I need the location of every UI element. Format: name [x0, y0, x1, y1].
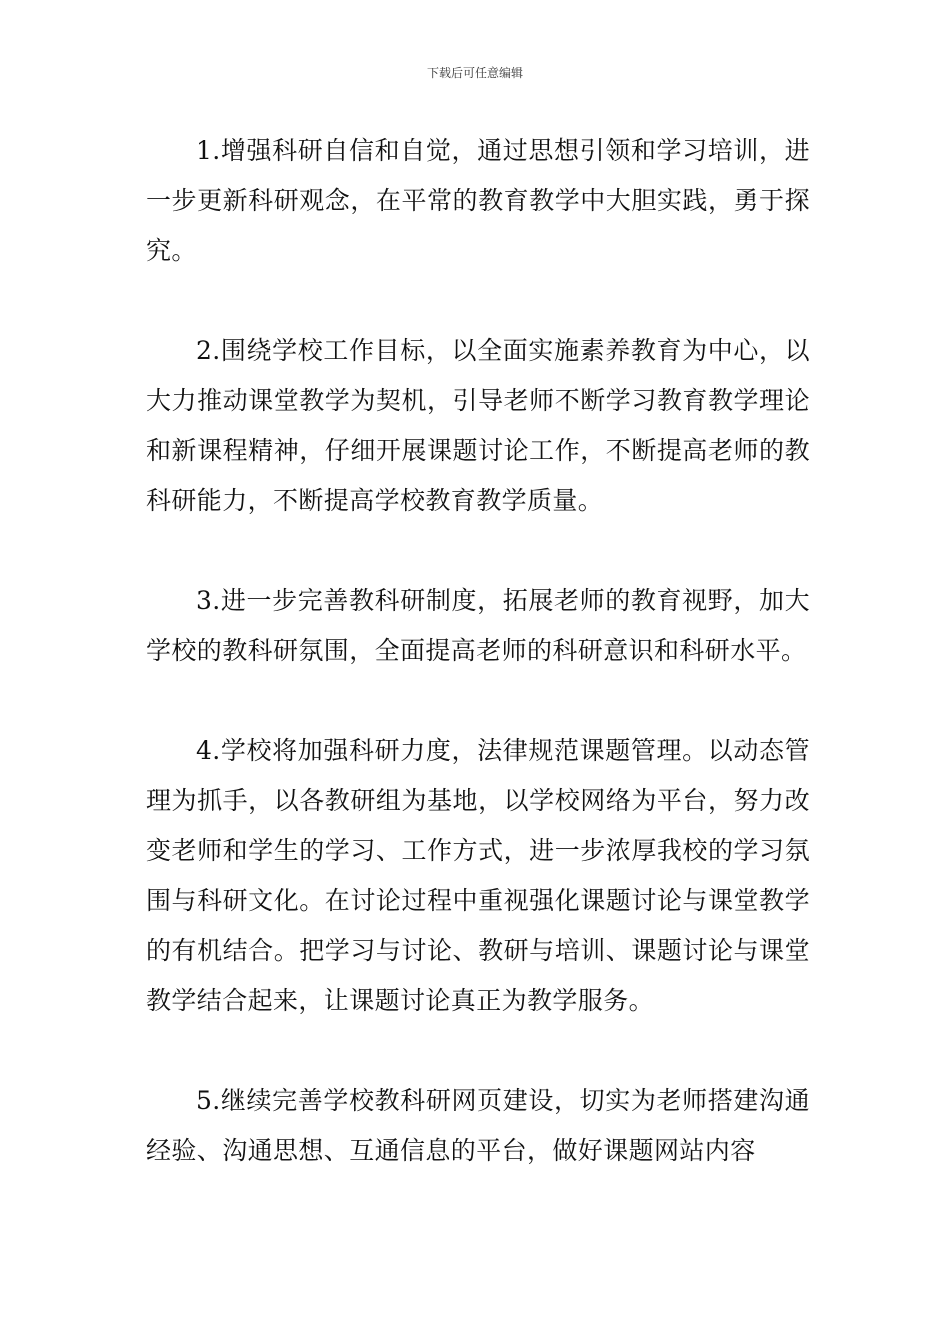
page-header-note: 下载后可任意编辑: [426, 66, 523, 80]
document-body: [146, 126, 810, 1226]
paragraph-5: 5.继续完善学校教科研网页建设，切实为老师搭建沟通经验、沟通思想、互通信息的平台，做好课题网站内容: [146, 1086, 810, 1165]
paragraph-4: 4.学校将加强科研力度，法律规范课题管理。以动态管理为抓手，以各教研组为基地，以学校网络为平台，努力改变老师和学生的学习、工作方式，进一步浓厚我校的学习氛围与科研文化。在讨论过程中重视强化课题讨论与课堂教学的有机结合。把学习与讨论、教研与培训、课题讨论与课堂教学结合起来，让课题讨论真正为教学服务。: [146, 736, 810, 1015]
paragraph-2: 2.围绕学校工作目标，以全面实施素养教育为中心，以大力推动课堂教学为契机，引导老师不断学习教育教学理论和新课程精神，仔细开展课题讨论工作，不断提高老师的教科研能力，不断提高学校教育教学质量。: [146, 336, 810, 515]
paragraph-3: 3.进一步完善教科研制度，拓展老师的教育视野，加大学校的教科研氛围，全面提高老师的科研意识和科研水平。: [146, 586, 810, 665]
paragraph-1: 1.增强科研自信和自觉，通过思想引领和学习培训，进一步更新科研观念，在平常的教育教学中大胆实践，勇于探究。: [146, 136, 810, 265]
